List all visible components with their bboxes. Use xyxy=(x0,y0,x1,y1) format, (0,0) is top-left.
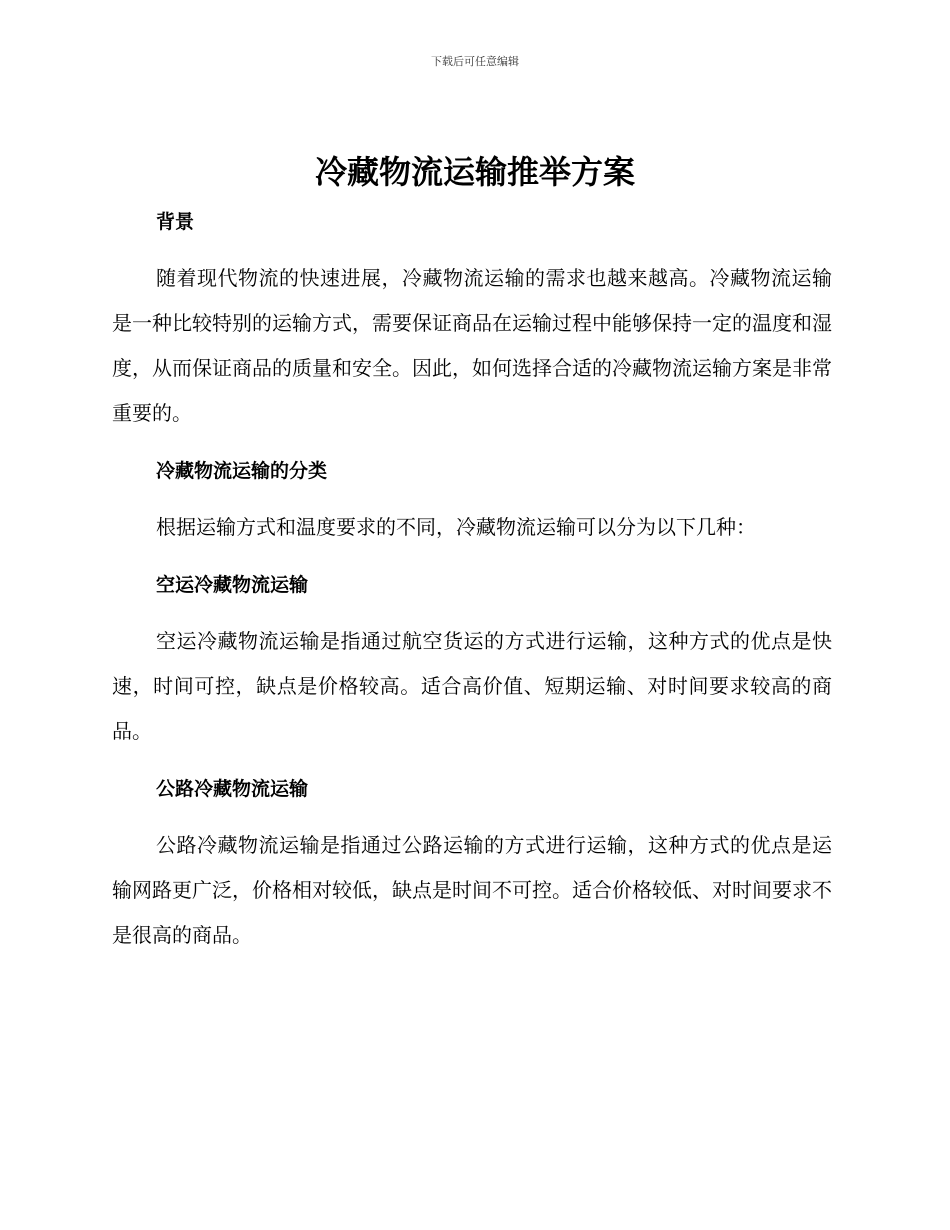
section-heading-road-transport: 公路冷藏物流运输 xyxy=(156,778,309,800)
section-heading-classification: 冷藏物流运输的分类 xyxy=(156,460,328,482)
page-header-note: 下载后可任意编辑 xyxy=(431,55,519,68)
section-heading-background: 背景 xyxy=(156,211,195,233)
paragraph-road-transport: 公路冷藏物流运输是指通过公路运输的方式进行运输，这种方式的优点是运输网路更广泛，价格相对较低，缺点是时间不可控。适合价格较低、对时间要求不是很高的商品。 xyxy=(112,833,832,947)
document-title: 冷藏物流运输推举方案 xyxy=(314,153,635,191)
paragraph-background: 随着现代物流的快速进展，冷藏物流运输的需求也越来越高。冷藏物流运输是一种比较特别的运输方式，需要保证商品在运输过程中能够保持一定的温度和湿度，从而保证商品的质量和安全。因此，如何选择合适的冷藏物流运输方案是非常重要的。 xyxy=(112,266,832,425)
paragraph-classification: 根据运输方式和温度要求的不同，冷藏物流运输可以分为以下几种： xyxy=(156,515,756,539)
document-body xyxy=(112,205,832,958)
paragraph-air-transport: 空运冷藏物流运输是指通过航空货运的方式进行运输，这种方式的优点是快速，时间可控，缺点是价格较高。适合高价值、短期运输、对时间要求较高的商品。 xyxy=(112,629,832,743)
section-heading-air-transport: 空运冷藏物流运输 xyxy=(156,574,309,596)
